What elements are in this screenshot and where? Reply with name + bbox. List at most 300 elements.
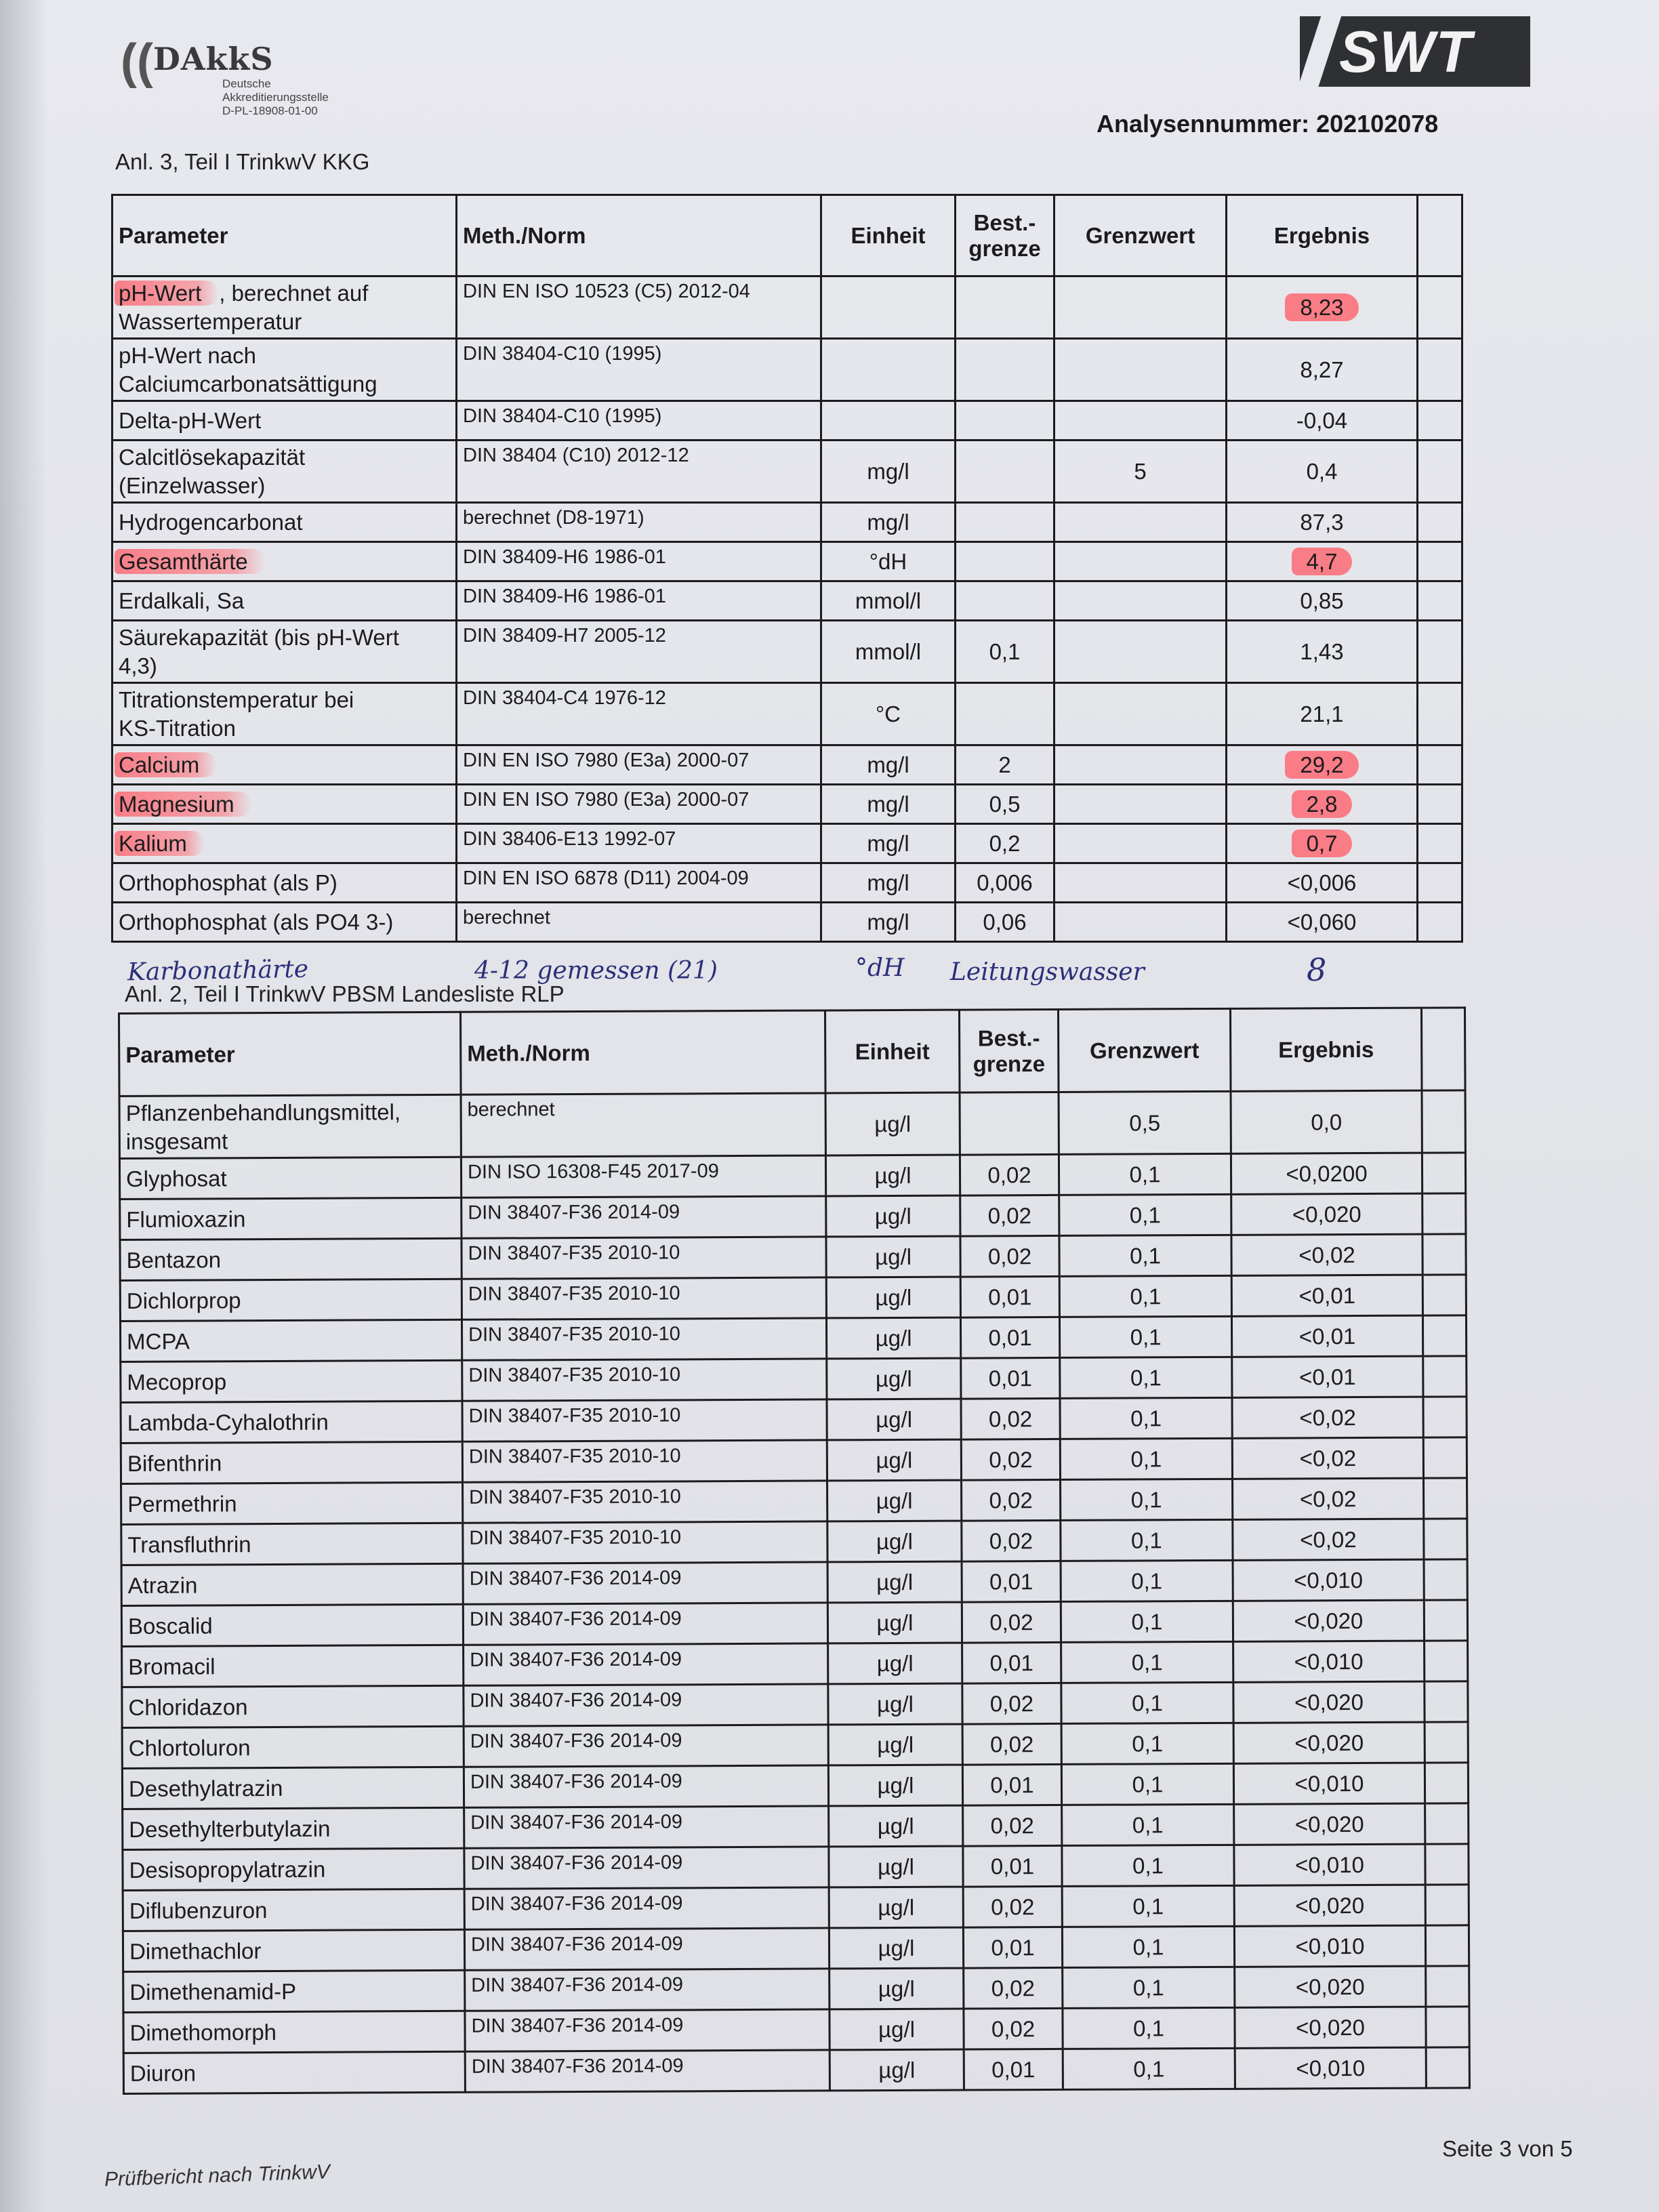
parameter-name: Permethrin xyxy=(127,1490,237,1517)
table-row xyxy=(112,745,1462,785)
dakks-logo xyxy=(121,28,405,130)
result-value: 8,27 xyxy=(1300,356,1344,382)
limit-cell: 0,01 xyxy=(962,1764,1061,1805)
parameter-name: Lambda-Cyhalothrin xyxy=(127,1409,329,1435)
parameter-line-1 xyxy=(119,279,450,308)
limit-cell: 0,02 xyxy=(961,1398,1060,1439)
threshold-cell: 0,1 xyxy=(1061,1519,1233,1561)
limit-cell: 0,02 xyxy=(962,1723,1061,1765)
threshold-cell xyxy=(1054,276,1227,339)
parameter-cell xyxy=(123,2051,465,2093)
parameter-line-1 xyxy=(119,623,450,652)
table-row xyxy=(123,2047,1469,2094)
method-cell: DIN 38407-F36 2014-09 xyxy=(464,1725,828,1767)
footer-report-label: Prüfbericht nach TrinkwV xyxy=(104,2160,331,2191)
parameter-line-1 xyxy=(128,1692,457,1721)
limit-cell: 0,01 xyxy=(963,1927,1062,1968)
parameter-line-1 xyxy=(126,1204,455,1233)
result-cell xyxy=(1231,1090,1422,1153)
header-threshold: Grenzwert xyxy=(1058,1008,1231,1092)
limit-cell: 0,01 xyxy=(960,1317,1059,1358)
empty-cell xyxy=(1422,1090,1465,1153)
result-cell xyxy=(1233,1722,1425,1763)
unit-cell: µg/l xyxy=(829,1846,963,1887)
method-cell: DIN 38407-F35 2010-10 xyxy=(463,1521,827,1563)
result-cell xyxy=(1227,503,1418,542)
threshold-cell: 0,1 xyxy=(1059,1235,1231,1276)
parameter-name: Calcitlösekapazität xyxy=(119,444,306,470)
parameter-line-1 xyxy=(119,830,450,858)
parameter-cell xyxy=(123,1889,464,1931)
parameter-name: Diflubenzuron xyxy=(129,1897,268,1923)
parameter-cell xyxy=(112,824,457,863)
parameter-line-1 xyxy=(127,1407,456,1437)
dakks-line-3: D-PL-18908-01-00 xyxy=(222,104,318,117)
empty-cell xyxy=(1418,581,1462,621)
unit-cell: µg/l xyxy=(829,1887,963,1928)
empty-cell xyxy=(1423,1397,1467,1437)
parameter-cell xyxy=(120,1238,462,1280)
parameter-name: Magnesium xyxy=(115,792,252,817)
unit-cell xyxy=(821,339,956,401)
table-row xyxy=(122,1641,1468,1687)
threshold-cell: 0,1 xyxy=(1061,1479,1233,1520)
handwriting-value: 8 xyxy=(1307,951,1327,988)
parameter-cell xyxy=(119,1157,461,1199)
result-value: <0,006 xyxy=(1287,869,1357,895)
table-row xyxy=(119,1090,1465,1159)
unit-cell: °dH xyxy=(821,542,956,581)
parameter-cell xyxy=(112,683,457,745)
empty-cell xyxy=(1418,542,1462,581)
result-cell xyxy=(1231,1315,1422,1357)
table-header-row xyxy=(112,195,1462,276)
limit-cell: 0,02 xyxy=(962,1601,1061,1643)
parameter-cell xyxy=(121,1563,463,1605)
result-value: 8,23 xyxy=(1285,293,1358,321)
parameter-name-continued: insgesamt xyxy=(125,1128,228,1154)
unit-cell: mg/l xyxy=(821,824,956,863)
result-value: <0,01 xyxy=(1298,1282,1356,1308)
unit-cell: µg/l xyxy=(828,1765,962,1806)
result-cell xyxy=(1227,339,1418,401)
parameter-cell xyxy=(112,503,457,542)
threshold-cell: 0,1 xyxy=(1063,2007,1235,2049)
result-cell xyxy=(1231,1275,1422,1316)
result-cell xyxy=(1232,1397,1423,1438)
result-value: -0,04 xyxy=(1296,407,1348,433)
parameter-name: Pflanzenbehandlungsmittel, xyxy=(125,1099,401,1126)
parameter-line-1 xyxy=(127,1326,455,1355)
parameter-line-1 xyxy=(129,2017,458,2047)
parameter-name: Dimethomorph xyxy=(129,2019,277,2045)
result-value: 0,85 xyxy=(1300,588,1344,613)
empty-cell xyxy=(1422,1193,1466,1234)
table-row xyxy=(112,785,1462,824)
result-value: <0,0200 xyxy=(1286,1160,1368,1186)
unit-cell: µg/l xyxy=(828,1643,962,1684)
result-value: 29,2 xyxy=(1285,751,1358,779)
parameter-cell xyxy=(121,1360,462,1402)
empty-cell xyxy=(1418,683,1462,745)
limit-cell xyxy=(956,441,1054,503)
result-value: <0,060 xyxy=(1287,909,1357,935)
threshold-cell xyxy=(1054,581,1227,621)
table-row xyxy=(123,2007,1469,2053)
empty-cell xyxy=(1418,745,1462,785)
parameter-line-1 xyxy=(127,1448,456,1477)
result-cell xyxy=(1227,863,1418,903)
method-cell: DIN 38409-H6 1986-01 xyxy=(457,542,821,581)
parameter-line-1 xyxy=(119,508,450,537)
result-cell xyxy=(1233,1519,1424,1560)
threshold-cell: 5 xyxy=(1054,441,1227,503)
unit-cell: mg/l xyxy=(821,785,956,824)
section-2-title: Anl. 2, Teil I TrinkwV PBSM Landesliste RLP xyxy=(125,981,565,1006)
result-value: <0,020 xyxy=(1296,2014,1366,2040)
section-1-title: Anl. 3, Teil I TrinkwV KKG xyxy=(115,149,370,174)
parameter-name: Desethylatrazin xyxy=(128,1775,283,1801)
parameter-cell xyxy=(121,1441,462,1483)
threshold-cell: 0,1 xyxy=(1061,1641,1233,1683)
empty-cell xyxy=(1424,1559,1467,1600)
header-unit: Einheit xyxy=(825,1010,960,1093)
handwriting-range: 4-12 gemessen (21) xyxy=(474,957,718,985)
result-cell xyxy=(1233,1681,1425,1723)
empty-cell xyxy=(1418,785,1462,824)
page-fold-shadow xyxy=(0,0,47,2212)
parameter-name-continued: Wassertemperatur xyxy=(119,308,302,334)
threshold-cell: 0,1 xyxy=(1062,1885,1234,1927)
empty-cell xyxy=(1422,1315,1466,1356)
result-cell xyxy=(1232,1356,1423,1397)
parameter-line-1 xyxy=(129,1936,458,1965)
parameter-name: Orthophosphat (als P) xyxy=(119,869,337,895)
unit-cell: µg/l xyxy=(826,1277,960,1318)
parameter-name: Boscalid xyxy=(127,1612,213,1639)
empty-cell xyxy=(1424,1600,1467,1641)
header-limit-line-2: grenze xyxy=(972,1050,1046,1076)
unit-cell: mg/l xyxy=(821,863,956,903)
method-cell: DIN 38407-F35 2010-10 xyxy=(462,1237,826,1279)
table-row xyxy=(123,1844,1469,1891)
parameter-name: Chloridazon xyxy=(128,1694,248,1720)
threshold-cell xyxy=(1054,903,1227,942)
dakks-line-2: Akkreditierungsstelle xyxy=(222,91,329,104)
limit-cell xyxy=(956,276,1054,339)
method-cell: DIN 38407-F35 2010-10 xyxy=(462,1359,827,1401)
header-limit-line-2: grenze xyxy=(968,235,1041,261)
result-value: <0,010 xyxy=(1294,1648,1364,1674)
method-cell: DIN 38407-F36 2014-09 xyxy=(464,1928,829,1970)
parameter-cell xyxy=(112,401,457,441)
parameter-name: Kalium xyxy=(115,831,205,856)
result-cell xyxy=(1227,401,1418,441)
method-cell: DIN EN ISO 7980 (E3a) 2000-07 xyxy=(457,745,821,785)
result-value: 87,3 xyxy=(1300,509,1344,535)
parameter-name: Transfluthrin xyxy=(127,1531,251,1557)
method-cell: DIN EN ISO 7980 (E3a) 2000-07 xyxy=(457,785,821,824)
limit-cell xyxy=(956,683,1054,745)
result-cell xyxy=(1227,785,1418,824)
method-cell: DIN 38407-F36 2014-09 xyxy=(463,1562,827,1604)
limit-cell: 0,01 xyxy=(964,2049,1063,2090)
unit-cell: µg/l xyxy=(830,2009,964,2050)
method-cell: DIN 38409-H6 1986-01 xyxy=(457,581,821,621)
header-empty xyxy=(1421,1008,1465,1090)
parameter-line-1 xyxy=(129,1895,458,1925)
threshold-cell: 0,1 xyxy=(1062,1845,1234,1886)
parameter-line-1 xyxy=(119,407,450,435)
parameter-cell xyxy=(121,1482,463,1524)
result-cell xyxy=(1234,1885,1425,1926)
threshold-cell: 0,1 xyxy=(1059,1275,1231,1317)
limit-cell: 0,5 xyxy=(956,785,1054,824)
parameter-name: Flumioxazin xyxy=(126,1206,246,1232)
header-limit-line-1: Best.- xyxy=(977,1025,1040,1050)
empty-cell xyxy=(1418,863,1462,903)
parameter-line-1 xyxy=(119,443,450,472)
result-cell xyxy=(1227,621,1418,683)
unit-cell: mmol/l xyxy=(821,581,956,621)
parameter-line-1 xyxy=(119,342,450,370)
empty-cell xyxy=(1424,1478,1467,1519)
table-row xyxy=(121,1559,1467,1606)
pbsm-table xyxy=(118,1006,1471,2095)
table-row xyxy=(120,1234,1466,1281)
method-cell: DIN 38407-F35 2010-10 xyxy=(463,1481,827,1523)
result-cell xyxy=(1227,441,1418,503)
parameter-cell xyxy=(121,1523,463,1565)
threshold-cell: 0,1 xyxy=(1062,1926,1234,1967)
parameter-name: Desisopropylatrazin xyxy=(129,1856,326,1883)
empty-cell xyxy=(1418,903,1462,942)
parameter-cell xyxy=(122,1767,464,1809)
unit-cell: µg/l xyxy=(828,1683,962,1725)
parameter-line-1 xyxy=(119,790,450,819)
threshold-cell xyxy=(1054,863,1227,903)
parameter-cell xyxy=(112,581,457,621)
parameter-name: Desethylterbutylazin xyxy=(129,1816,331,1842)
parameter-name: Diuron xyxy=(129,2060,197,2086)
result-cell xyxy=(1235,2007,1426,2048)
parameter-name-continued: 4,3) xyxy=(119,653,157,678)
limit-cell xyxy=(960,1092,1059,1155)
parameter-line-1 xyxy=(127,1366,455,1396)
parameter-line-1 xyxy=(119,869,450,897)
parameter-line-1 xyxy=(130,2057,459,2087)
dakks-line-1: Deutsche xyxy=(222,77,271,90)
method-cell: DIN 38407-F35 2010-10 xyxy=(462,1318,826,1360)
result-value: 1,43 xyxy=(1300,638,1344,664)
method-cell: berechnet xyxy=(461,1093,825,1157)
limit-cell: 0,06 xyxy=(956,903,1054,942)
unit-cell: µg/l xyxy=(825,1155,960,1196)
limit-cell: 0,02 xyxy=(960,1195,1059,1236)
parameter-cell xyxy=(123,2011,465,2053)
header-method: Meth./Norm xyxy=(457,195,821,276)
limit-cell: 2 xyxy=(956,745,1054,785)
limit-cell: 0,02 xyxy=(960,1154,1059,1195)
threshold-cell xyxy=(1054,542,1227,581)
threshold-cell: 0,1 xyxy=(1060,1357,1232,1398)
table-row xyxy=(112,581,1462,621)
result-cell xyxy=(1234,1803,1425,1845)
parameter-name: Dimethachlor xyxy=(129,1938,262,1964)
limit-cell: 0,02 xyxy=(964,1967,1063,2009)
unit-cell: µg/l xyxy=(827,1521,962,1562)
result-value: 0,0 xyxy=(1311,1109,1343,1134)
unit-cell: µg/l xyxy=(827,1561,962,1603)
parameter-name: Bifenthrin xyxy=(127,1450,222,1476)
empty-cell xyxy=(1425,1722,1468,1763)
parameter-name-suffix: , berechnet auf xyxy=(219,280,369,306)
result-value: <0,01 xyxy=(1298,1323,1356,1349)
table-row xyxy=(122,1681,1468,1728)
empty-cell xyxy=(1425,1763,1468,1803)
table-row xyxy=(121,1519,1467,1565)
dakks-arc-icon: (( xyxy=(121,35,153,89)
table-row xyxy=(123,1966,1469,2013)
limit-cell: 0,02 xyxy=(963,1805,1062,1846)
parameter-cell xyxy=(112,542,457,581)
threshold-cell: 0,5 xyxy=(1059,1091,1231,1154)
parameter-name: Gesamthärte xyxy=(115,549,266,574)
method-cell: DIN 38407-F36 2014-09 xyxy=(465,1969,830,2011)
header-result: Ergebnis xyxy=(1227,195,1418,276)
method-cell: DIN 38407-F35 2010-10 xyxy=(462,1440,827,1482)
parameter-line-1 xyxy=(129,1732,457,1762)
unit-cell: °C xyxy=(821,683,956,745)
result-cell xyxy=(1231,1153,1422,1194)
parameter-line-1 xyxy=(126,1163,455,1193)
method-cell: DIN 38409-H7 2005-12 xyxy=(457,621,821,683)
parameter-line-1 xyxy=(127,1488,456,1518)
result-cell xyxy=(1227,683,1418,745)
result-cell xyxy=(1233,1600,1424,1641)
empty-cell xyxy=(1422,1275,1466,1315)
header-empty xyxy=(1418,195,1462,276)
method-cell: DIN 38406-E13 1992-07 xyxy=(457,824,821,863)
limit-cell: 0,02 xyxy=(960,1235,1059,1277)
parameter-line-1 xyxy=(127,1244,455,1274)
result-value: <0,020 xyxy=(1295,1892,1365,1918)
result-value: <0,02 xyxy=(1299,1486,1357,1511)
method-cell: DIN 38407-F36 2014-09 xyxy=(464,1806,829,1848)
result-cell xyxy=(1232,1437,1423,1479)
table-row xyxy=(112,683,1462,745)
limit-cell: 0,02 xyxy=(962,1683,1061,1724)
threshold-cell: 0,1 xyxy=(1062,1804,1234,1845)
limit-cell: 0,01 xyxy=(960,1276,1059,1317)
method-cell: DIN ISO 16308-F45 2017-09 xyxy=(461,1155,825,1197)
method-cell: DIN EN ISO 6878 (D11) 2004-09 xyxy=(457,863,821,903)
unit-cell: µg/l xyxy=(827,1602,962,1643)
parameter-name: Bromacil xyxy=(128,1653,216,1679)
parameter-line-1 xyxy=(129,1814,457,1843)
limit-cell xyxy=(956,503,1054,542)
unit-cell: mg/l xyxy=(821,745,956,785)
parameter-cell xyxy=(112,903,457,942)
parameter-name: Dichlorprop xyxy=(126,1287,241,1313)
empty-cell xyxy=(1424,1519,1467,1559)
parameter-name: Orthophosphat (als PO4 3-) xyxy=(119,909,394,935)
parameter-cell xyxy=(120,1319,462,1361)
result-value: <0,020 xyxy=(1294,1607,1364,1633)
method-cell: DIN 38407-F36 2014-09 xyxy=(464,1847,829,1889)
parameter-cell xyxy=(120,1197,462,1240)
parameter-cell xyxy=(122,1685,464,1727)
method-cell: DIN 38407-F36 2014-09 xyxy=(465,2050,830,2092)
table-row xyxy=(120,1275,1466,1322)
method-cell: DIN 38407-F35 2010-10 xyxy=(462,1399,827,1441)
parameter-cell xyxy=(112,276,457,339)
result-cell xyxy=(1231,1234,1422,1275)
limit-cell: 0,006 xyxy=(956,863,1054,903)
limit-cell: 0,01 xyxy=(961,1357,1060,1399)
unit-cell xyxy=(821,276,956,339)
empty-cell xyxy=(1418,441,1462,503)
threshold-cell: 0,1 xyxy=(1063,1967,1235,2008)
limit-cell: 0,02 xyxy=(962,1479,1061,1521)
empty-cell xyxy=(1425,1844,1469,1885)
table-row xyxy=(112,621,1462,683)
header-parameter: Parameter xyxy=(112,195,457,276)
table-row xyxy=(112,276,1462,339)
empty-cell xyxy=(1425,1681,1468,1722)
method-cell: DIN 38407-F36 2014-09 xyxy=(464,1684,828,1726)
swt-logo xyxy=(1300,16,1530,87)
result-value: <0,02 xyxy=(1299,1404,1356,1430)
threshold-cell xyxy=(1054,339,1227,401)
parameter-name: Mecoprop xyxy=(127,1368,227,1395)
parameter-line-2 xyxy=(119,370,450,398)
header-threshold: Grenzwert xyxy=(1054,195,1227,276)
limit-cell: 0,01 xyxy=(962,1642,1061,1683)
parameter-cell xyxy=(120,1279,462,1321)
dakks-name: DAkkS xyxy=(153,41,274,77)
table-row xyxy=(112,824,1462,863)
header-parameter: Parameter xyxy=(119,1012,462,1096)
parameter-line-1 xyxy=(127,1529,456,1559)
result-cell xyxy=(1231,1193,1422,1235)
threshold-cell xyxy=(1054,503,1227,542)
parameter-name: Glyphosat xyxy=(125,1165,227,1191)
parameter-name: pH-Wert xyxy=(115,281,219,306)
parameter-cell xyxy=(112,339,457,401)
analysis-number: Analysennummer: 202102078 xyxy=(1097,110,1439,138)
result-cell xyxy=(1235,2047,1426,2089)
parameter-line-1 xyxy=(129,1854,457,1884)
parameter-line-1 xyxy=(128,1570,457,1599)
parameter-line-1 xyxy=(127,1285,455,1315)
parameter-line-2 xyxy=(119,714,450,743)
unit-cell: µg/l xyxy=(825,1092,960,1155)
parameter-cell xyxy=(123,1929,464,1971)
result-value: 2,8 xyxy=(1292,790,1353,818)
header-limit xyxy=(959,1009,1059,1092)
limit-cell: 0,01 xyxy=(962,1561,1061,1602)
threshold-cell xyxy=(1054,785,1227,824)
parameter-line-1 xyxy=(128,1651,457,1681)
parameter-cell xyxy=(121,1401,462,1443)
table-row xyxy=(112,401,1462,441)
limit-cell: 0,01 xyxy=(963,1845,1062,1887)
threshold-cell: 0,1 xyxy=(1061,1763,1233,1805)
limit-cell xyxy=(956,339,1054,401)
method-cell: DIN 38407-F36 2014-09 xyxy=(465,2009,830,2051)
parameter-line-1 xyxy=(128,1610,457,1640)
